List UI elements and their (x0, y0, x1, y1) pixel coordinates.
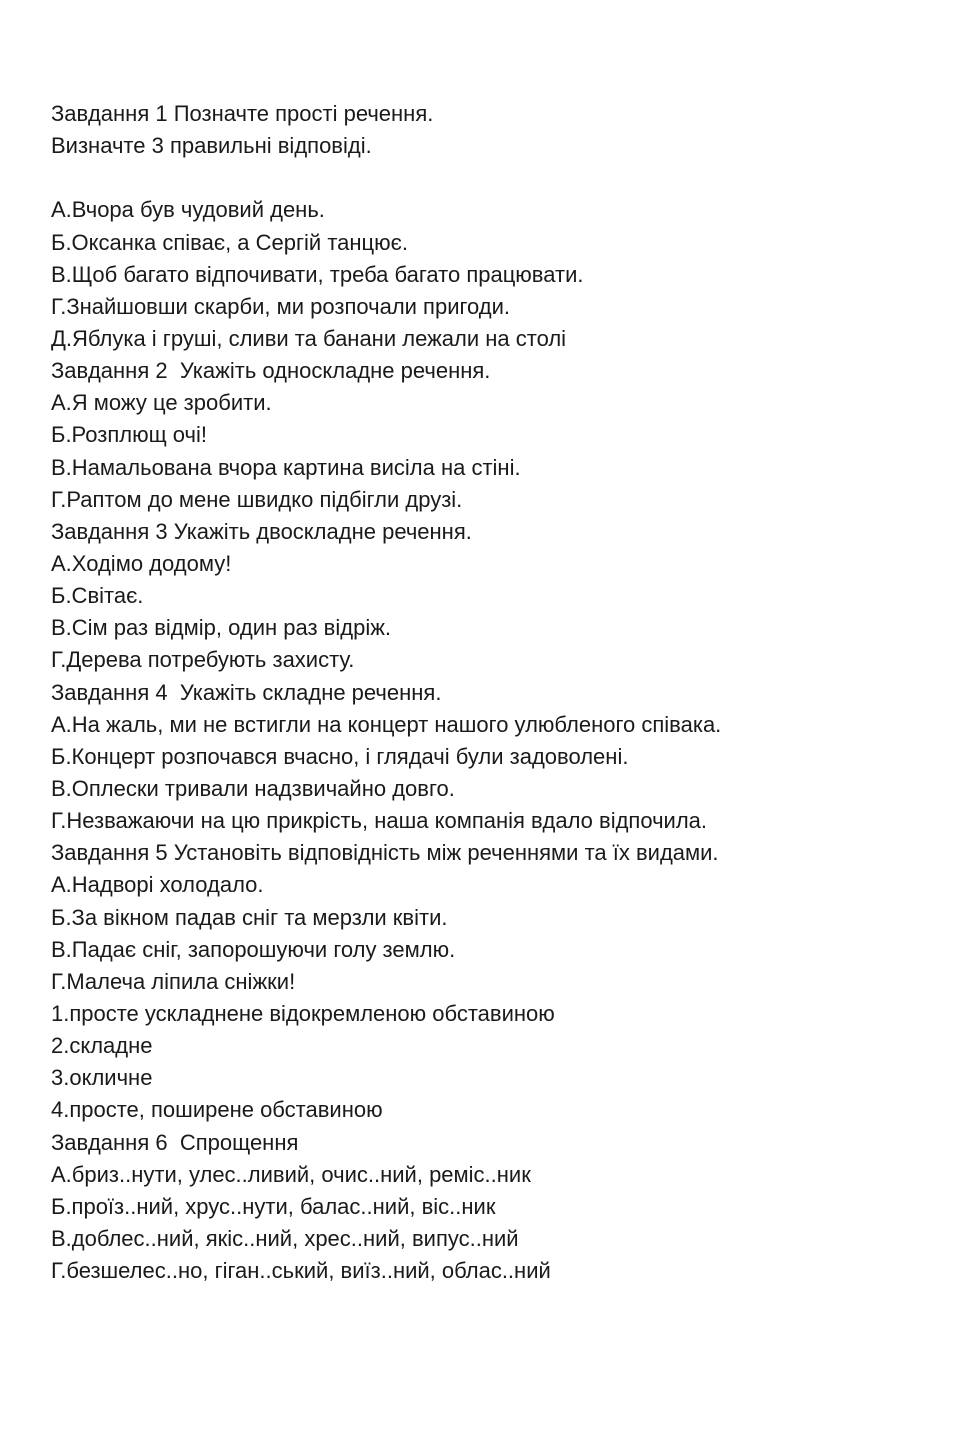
task6-option-g: Г.безшелес..но, гіган..ський, виїз..ний, облас..ний (51, 1258, 551, 1284)
task3-option-a: А.Ходімо додому! (51, 550, 232, 576)
task3-option-b: Б.Світає. (51, 583, 144, 609)
task5-option-g: Г.Малеча ліпила сніжки! (51, 968, 296, 994)
task6-title: Завдання 6 Спрощення (51, 1129, 299, 1155)
task2-title: Завдання 2 Укажіть односкладне речення. (51, 358, 491, 384)
task6-option-b: Б.проїз..ний, хрус..нути, балас..ний, віс..ник (51, 1193, 496, 1219)
task2-option-b: Б.Розплющ очі! (51, 422, 208, 448)
task4-option-a: А.На жаль, ми не встигли на концерт нашого улюбленого співака. (51, 711, 722, 737)
document-body (51, 98, 931, 1287)
task1-option-v: В.Щоб багато відпочивати, треба багато працювати. (51, 261, 584, 287)
task1-option-b: Б.Оксанка співає, а Сергій танцює. (51, 229, 408, 255)
task4-title: Завдання 4 Укажіть складне речення. (51, 679, 442, 705)
task1-option-d: Д.Яблука і груші, сливи та банани лежали на столі (51, 325, 567, 351)
task4-option-g: Г.Незважаючи на цю прикрість, наша компанія вдало відпочила. (51, 808, 708, 834)
task6-option-a: А.бриз..нути, улес..ливий, очис..ний, реміс..ник (51, 1161, 531, 1187)
task5-type-4: 4.просте, поширене обставиною (51, 1097, 383, 1123)
task1-title: Завдання 1 Позначте прості речення. (51, 101, 434, 126)
task2-option-v: В.Намальована вчора картина висіла на стіні. (51, 454, 521, 480)
blank-line (51, 162, 931, 194)
task1-option-g: Г.Знайшовши скарби, ми розпочали пригоди. (51, 293, 511, 319)
task5-title: Завдання 5 Установіть відповідність між реченнями та їх видами. (51, 840, 719, 866)
task4-option-b: Б.Концерт розпочався вчасно, і глядачі були задоволені. (51, 743, 629, 769)
task1-instruction: Визначте 3 правильні відповіді. (51, 133, 372, 159)
task3-option-g: Г.Дерева потребують захисту. (51, 647, 355, 673)
task5-option-a: А.Надворі холодало. (51, 872, 264, 898)
task5-type-3: 3.окличне (51, 1065, 153, 1091)
task1-option-a: А.Вчора був чудовий день. (51, 197, 325, 223)
task2-option-g: Г.Раптом до мене швидко підбігли друзі. (51, 486, 463, 512)
task5-type-2: 2.складне (51, 1033, 153, 1059)
task3-title: Завдання 3 Укажіть двоскладне речення. (51, 518, 472, 544)
task5-option-b: Б.За вікном падав сніг та мерзли квіти. (51, 904, 448, 930)
task4-option-v: В.Оплески тривали надзвичайно довго. (51, 775, 455, 801)
task2-option-a: А.Я можу це зробити. (51, 390, 272, 416)
task3-option-v: В.Сім раз відмір, один раз відріж. (51, 615, 392, 641)
task6-option-v: В.доблес..ний, якіс..ний, хрес..ний, випус..ний (51, 1225, 519, 1251)
task5-option-v: В.Падає сніг, запорошуючи голу землю. (51, 936, 456, 962)
task5-type-1: 1.просте ускладнене відокремленою обставиною (51, 1000, 555, 1026)
